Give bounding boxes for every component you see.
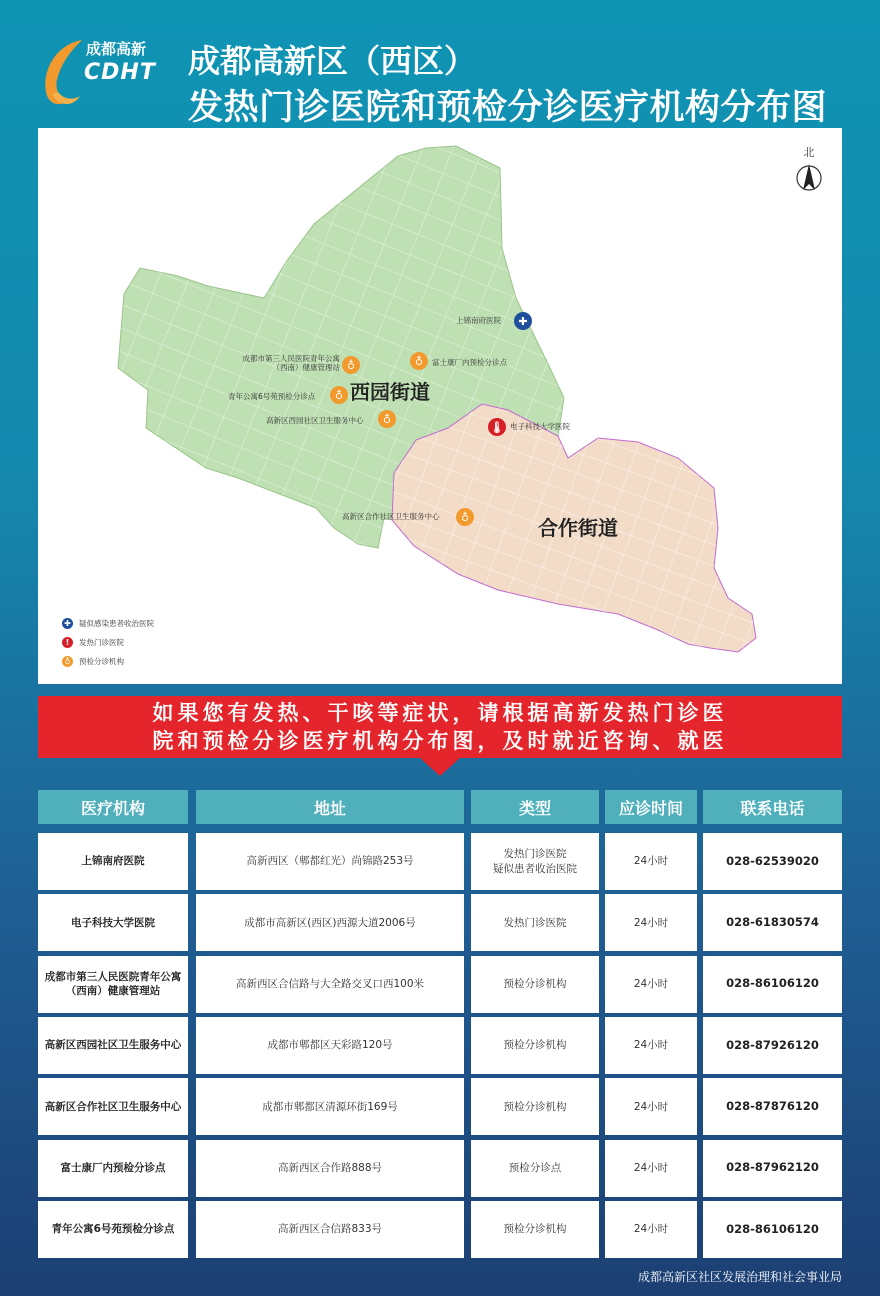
marker-xiyuan-center[interactable] [378,410,396,428]
cell-type: 预检分诊机构 [471,1017,599,1074]
stethoscope-icon: ♁ [62,656,73,667]
map-label-qingnian6: 青年公寓6号苑预检分诊点 [228,392,316,401]
marker-qingnian6[interactable] [330,386,348,404]
marker-fushikang[interactable] [410,352,428,370]
cell-hours: 24小时 [605,956,697,1013]
cell-address: 成都市郫都区天彩路120号 [196,1017,464,1074]
cell-institution: 富士康厂内预检分诊点 [38,1140,188,1197]
street-label-hezuo: 合作街道 [538,516,618,540]
map-label-xiyuan-center: 高新区西园社区卫生服务中心 [266,416,364,425]
legend-label: 预检分诊机构 [79,657,124,666]
legend-item-triage [62,652,154,671]
cell-phone: 028-87926120 [703,1017,842,1074]
page-title-line2: 发热门诊医院和预检分诊医疗机构分布图 [188,88,828,128]
north-arrow [794,144,824,199]
district-map [38,128,842,684]
street-label-xiyuan: 西园街道 [350,380,430,404]
cell-hours: 24小时 [605,1140,697,1197]
header-institution: 医疗机构 [38,790,188,824]
cell-institution: 高新区西园社区卫生服务中心 [38,1017,188,1074]
cell-type: 发热门诊医院 疑似患者收治医院 [471,833,599,890]
cell-institution: 高新区合作社区卫生服务中心 [38,1078,188,1135]
cross-icon: ✚ [62,618,73,629]
header-type: 类型 [471,790,599,824]
map-legend [62,614,154,671]
cdht-logo [38,34,180,114]
cell-institution: 成都市第三人民医院青年公寓 （西南）健康管理站 [38,956,188,1013]
legend-item-fever [62,633,154,652]
marker-hezuo-center[interactable] [456,508,474,526]
stethoscope-icon: ♁ [346,358,356,372]
map-label-hezuo-center: 高新区合作社区卫生服务中心 [342,512,440,521]
north-label: 北 [803,146,815,159]
thermometer-icon: ! [62,637,73,648]
cell-institution: 青年公寓6号苑预检分诊点 [38,1201,188,1258]
stethoscope-icon: ♁ [382,412,392,426]
cell-address: 高新西区合信路与大全路交叉口西100米 [196,956,464,1013]
logo-text-en: CDHT [84,60,156,85]
thermometer-icon: 🌡 [490,420,504,434]
marker-sanren[interactable] [342,356,360,374]
advice-banner [38,696,842,758]
map-label-fushikang: 富士康厂内预检分诊点 [432,358,507,367]
cell-institution: 电子科技大学医院 [38,894,188,951]
map-regions [38,128,842,684]
cell-hours: 24小时 [605,1017,697,1074]
cell-type: 预检分诊点 [471,1140,599,1197]
banner-arrow-icon [420,758,460,776]
cell-type: 预检分诊机构 [471,956,599,1013]
stethoscope-icon: ♁ [460,510,470,524]
header-hours: 应诊时间 [605,790,697,824]
cell-address: 高新西区（郫都红光）尚锦路253号 [196,833,464,890]
footer-org: 成都高新区社区发展治理和社会事业局 [637,1270,842,1284]
cell-hours: 24小时 [605,894,697,951]
stethoscope-icon: ♁ [334,388,344,402]
marker-dianzi[interactable] [488,418,506,436]
cell-hours: 24小时 [605,1201,697,1258]
cell-type: 预检分诊机构 [471,1201,599,1258]
cell-hours: 24小时 [605,833,697,890]
banner-line2: 院和预检分诊医疗机构分布图，及时就近咨询、就医 [152,729,728,753]
cell-address: 成都市郫都区清源环街169号 [196,1078,464,1135]
cell-address: 高新西区合信路833号 [196,1201,464,1258]
cross-icon: ✚ [518,314,528,328]
stethoscope-icon: ♁ [414,354,424,368]
cell-type: 发热门诊医院 [471,894,599,951]
marker-shangjin[interactable] [514,312,532,330]
cell-phone: 028-61830574 [703,894,842,951]
header [0,0,880,128]
legend-item-suspected [62,614,154,633]
logo-text-cn: 成都高新 [86,40,147,58]
cell-address: 高新西区合作路888号 [196,1140,464,1197]
cell-phone: 028-86106120 [703,1201,842,1258]
header-address: 地址 [196,790,464,824]
page-title-line1: 成都高新区（西区） [188,42,477,80]
cell-type: 预检分诊机构 [471,1078,599,1135]
cell-phone: 028-86106120 [703,956,842,1013]
compass-icon [794,160,824,196]
cell-phone: 028-62539020 [703,833,842,890]
map-label-shangjin: 上锦南府医院 [456,316,501,325]
legend-label: 疑似感染患者收治医院 [79,619,154,628]
legend-label: 发热门诊医院 [79,638,124,647]
banner-line1: 如果您有发热、干咳等症状，请根据高新发热门诊医 [152,701,728,725]
header-phone: 联系电话 [703,790,842,824]
cell-address: 成都市高新区(西区)西源大道2006号 [196,894,464,951]
map-label-sanren: 成都市第三人民医院青年公寓（西南）健康管理站 [242,354,340,372]
map-label-dianzi: 电子科技大学医院 [510,422,570,431]
cell-phone: 028-87876120 [703,1078,842,1135]
cell-phone: 028-87962120 [703,1140,842,1197]
cell-institution: 上锦南府医院 [38,833,188,890]
cell-hours: 24小时 [605,1078,697,1135]
